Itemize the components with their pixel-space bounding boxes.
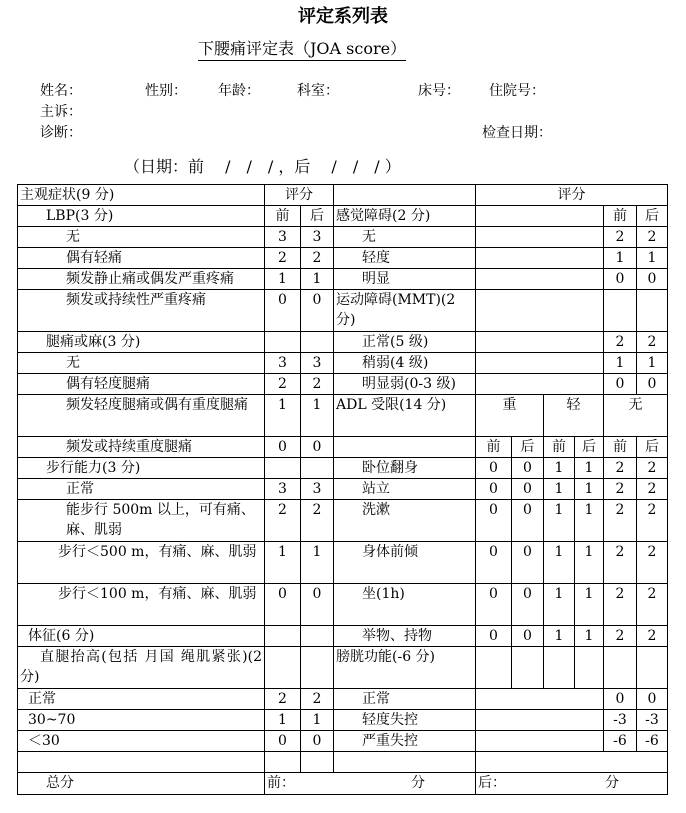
gender-field-label: 性别： [145, 83, 187, 99]
table-row: 轻度 [334, 248, 476, 269]
col-after: 后 [575, 437, 604, 458]
table-row: 能步行 500m 以上，可有痛、麻、肌弱 [18, 500, 265, 542]
table-row: 无 [334, 227, 476, 248]
col-before: 前 [544, 437, 575, 458]
table-row: 无 [18, 353, 265, 374]
bladder-header: 膀胱功能(-6 分) [334, 647, 476, 689]
page-title: 评定系列表 [298, 6, 388, 27]
subjective-section-header: 主观症状(9 分) [18, 185, 265, 206]
adl-none-header: 无 [604, 395, 668, 437]
table-row: 举物、持物 [334, 626, 476, 647]
total-before-cell [265, 773, 476, 795]
table-row: 30~70 [18, 710, 265, 731]
table-row: 明显弱(0-3 级) [334, 374, 476, 395]
admission-field-label: 住院号： [489, 83, 545, 99]
table-row: 正常(5 级) [334, 332, 476, 353]
gait-header: 步行能力(3 分) [18, 458, 265, 479]
total-label: 总分 [18, 773, 265, 795]
table-row: 频发静止痛或偶发严重疼痛 [18, 269, 265, 290]
total-before-unit: 分 [411, 775, 425, 791]
bed-field-label: 床号： [418, 83, 460, 99]
table-row: 偶有轻痛 [18, 248, 265, 269]
date-line: （日期：前 / / / ，后 / / / ） [124, 157, 401, 176]
diagnosis-field-label: 诊断： [40, 125, 82, 141]
table-row: 身体前倾 [334, 542, 476, 584]
total-after-cell [476, 773, 668, 795]
table-row: 步行＜500 m，有痛、麻、肌弱 [18, 542, 265, 584]
adl-header: ADL 受限(14 分) [334, 395, 476, 437]
left-score-header: 评分 [265, 185, 334, 206]
table-row: 无 [18, 227, 265, 248]
col-after: 后 [512, 437, 544, 458]
total-after-unit: 分 [605, 775, 619, 791]
table-row: 站立 [334, 479, 476, 500]
table-row: 洗漱 [334, 500, 476, 542]
adl-mild-header: 轻 [544, 395, 604, 437]
complaint-field-label: 主诉： [40, 104, 82, 120]
table-row: 严重失控 [334, 731, 476, 752]
exam-date-label: 检查日期： [482, 125, 552, 141]
table-row: 偶有轻度腿痛 [18, 374, 265, 395]
table-row: 轻度失控 [334, 710, 476, 731]
col-before: 前 [604, 206, 637, 227]
slr-header: 直腿抬高(包括 月国 绳肌紧张)(2 分) [18, 647, 265, 689]
table-row: 正常 [18, 689, 265, 710]
department-field-label: 科室： [297, 83, 339, 99]
table-row: 频发轻度腿痛或偶有重度腿痛 [18, 395, 265, 437]
table-row: 正常 [18, 479, 265, 500]
col-after: 后 [637, 437, 668, 458]
sensory-header: 感觉障碍(2 分) [334, 206, 476, 227]
col-before: 前 [604, 437, 637, 458]
adl-severe-header: 重 [476, 395, 544, 437]
leg-pain-header: 腿痛或麻(3 分) [18, 332, 265, 353]
right-score-header: 评分 [476, 185, 668, 206]
motor-header: 运动障碍(MMT)(2 分) [334, 290, 476, 332]
table-row: 卧位翻身 [334, 458, 476, 479]
total-after-label: 后： [478, 775, 506, 791]
table-row: 坐(1h) [334, 584, 476, 626]
table-row: ＜30 [18, 731, 265, 752]
form-subtitle: 下腰痛评定表（JOA score） [198, 36, 406, 61]
table-row: 明显 [334, 269, 476, 290]
col-after: 后 [637, 206, 668, 227]
col-before: 前 [476, 437, 512, 458]
table-row: 步行＜100 m，有痛、麻、肌弱 [18, 584, 265, 626]
name-field-label: 姓名： [40, 83, 82, 99]
joa-score-table: 主观症状(9 分) 评分 评分 LBP(3 分) 前 后 感觉障碍(2 分) 前 后 无 3 3 无 2 2 偶有轻痛 2 2 轻度 1 1 频发静止痛或偶发严重疼痛 1 1 明显 0 0 频发或持续性严重疼痛 0 0 运动障碍(MMT)(2 分) 腿痛或麻(3 分) 正常(5 级) 2 2 无 3 3 稍弱(4 级) 1 1 偶有轻度腿痛 2 2 明显弱(0-3 级) 0 0 频发轻度腿痛或偶有重度腿痛 1 1 ADL 受限(14 分) 重 轻 无 频发或持续重度腿痛 0 0 前 后 前 后 前 后 步行能力(3 分) 卧位翻身 0 0 1 1 2 2 正常 3 3 站立 0 0 1 1 2 2 能步行 500m 以上，可有痛、麻、肌弱 2 2 洗漱 0 0 1 1 2 2 步行＜500 m，有痛、麻、肌弱 1 1 身体前倾 0 0 1 1 2 2 步行＜100 m，有痛、麻、肌弱 0 0 坐(1h) 0 0 1 1 2 2 体征(6 分) 举物、持物 0 0 1 1 2 2 直腿抬高(包括 月国 绳肌紧张)(2 分) 膀胱功能(-6 分) 正常 2 2 正常 0 0 30~70 1 1 轻度失控 -3 -3 ＜30 0 0 严重失控 -6 -6 总分 前： 分 后： 分 [17, 184, 668, 795]
table-row: 频发或持续重度腿痛 [18, 437, 265, 458]
signs-header: 体征(6 分) [18, 626, 265, 647]
table-row: 频发或持续性严重疼痛 [18, 290, 265, 332]
col-after: 后 [301, 206, 334, 227]
lbp-header: LBP(3 分) [18, 206, 265, 227]
total-before-label: 前： [267, 775, 295, 791]
table-row: 稍弱(4 级) [334, 353, 476, 374]
col-before: 前 [265, 206, 301, 227]
table-row: 正常 [334, 689, 476, 710]
age-field-label: 年龄： [218, 83, 260, 99]
